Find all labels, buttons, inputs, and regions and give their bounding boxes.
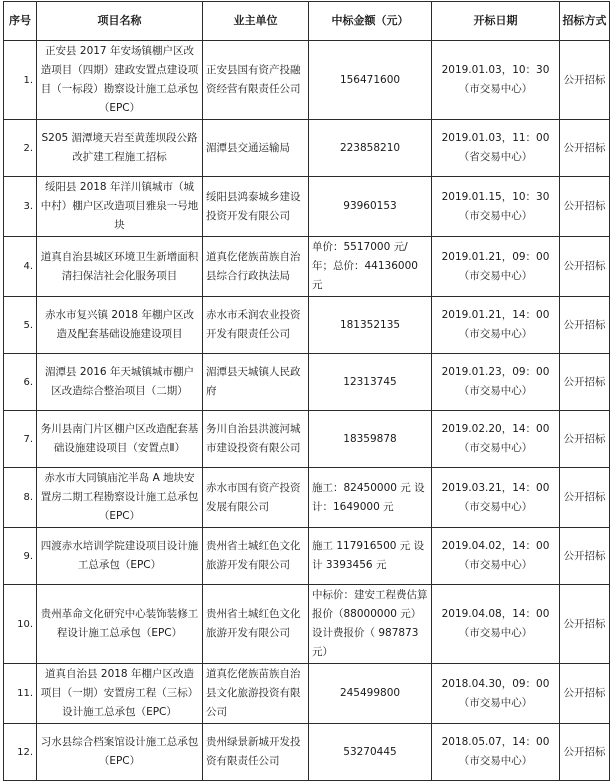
table-row xyxy=(4,528,610,585)
cell-no: 10. xyxy=(4,585,37,664)
header-method: 招标方式 xyxy=(560,2,610,41)
cell-date: 2018.04.30，09：00（市交易中心） xyxy=(432,664,560,724)
cell-amount: 施工 117916500 元 设计 3393456 元 xyxy=(309,528,432,585)
cell-method: 公开招标 xyxy=(560,237,610,297)
header-no: 序号 xyxy=(4,2,37,41)
table-row xyxy=(4,120,610,177)
cell-owner: 湄潭县交通运输局 xyxy=(203,120,309,177)
cell-method: 公开招标 xyxy=(560,724,610,781)
table-row xyxy=(4,297,610,354)
cell-name: 正安县 2017 年安场镇棚户区改造项目（四期）建政安置点建设项目（一标段）勘察设计施工总承包（EPC） xyxy=(37,41,203,120)
table-row xyxy=(4,468,610,528)
bid-results-table xyxy=(3,1,610,781)
cell-owner: 赤水市国有资产投资发展有限公司 xyxy=(203,468,309,528)
cell-no: 9. xyxy=(4,528,37,585)
cell-date: 2019.01.21，14：00（市交易中心） xyxy=(432,297,560,354)
cell-no: 2. xyxy=(4,120,37,177)
cell-amount: 12313745 xyxy=(309,354,432,411)
cell-no: 5. xyxy=(4,297,37,354)
cell-owner: 务川自治县洪渡河城市建设投资有限公司 xyxy=(203,411,309,468)
cell-no: 6. xyxy=(4,354,37,411)
cell-amount: 中标价：建安工程费估算报价（88000000 元）设计费报价（ 987873 元） xyxy=(309,585,432,664)
cell-method: 公开招标 xyxy=(560,468,610,528)
cell-amount: 53270445 xyxy=(309,724,432,781)
cell-no: 11. xyxy=(4,664,37,724)
cell-date: 2019.01.03，10：30（市交易中心） xyxy=(432,41,560,120)
cell-date: 2019.03.21，14：00（市交易中心） xyxy=(432,468,560,528)
cell-no: 12. xyxy=(4,724,37,781)
cell-owner: 贵州绿景新城开发投资有限责任公司 xyxy=(203,724,309,781)
cell-date: 2019.02.20，14：00（市交易中心） xyxy=(432,411,560,468)
cell-amount: 18359878 xyxy=(309,411,432,468)
table-row xyxy=(4,41,610,120)
table-row xyxy=(4,724,610,781)
cell-name: 四渡赤水培训学院建设项目设计施工总承包（EPC） xyxy=(37,528,203,585)
table-row xyxy=(4,237,610,297)
cell-method: 公开招标 xyxy=(560,664,610,724)
cell-amount: 单价：5517000 元/年；总价：44136000 元 xyxy=(309,237,432,297)
cell-date: 2019.04.08，14：00（市交易中心） xyxy=(432,585,560,664)
cell-method: 公开招标 xyxy=(560,411,610,468)
table-row xyxy=(4,664,610,724)
cell-amount: 181352135 xyxy=(309,297,432,354)
cell-no: 8. xyxy=(4,468,37,528)
cell-owner: 道真仡佬族苗族自治县综合行政执法局 xyxy=(203,237,309,297)
cell-method: 公开招标 xyxy=(560,528,610,585)
cell-method: 公开招标 xyxy=(560,585,610,664)
cell-owner: 绥阳县鸿泰城乡建设投资开发有限公司 xyxy=(203,177,309,237)
cell-date: 2019.01.21，09：00（市交易中心） xyxy=(432,237,560,297)
cell-amount: 施工：82450000 元 设计：1649000 元 xyxy=(309,468,432,528)
header-name: 项目名称 xyxy=(37,2,203,41)
cell-owner: 正安县国有资产投融资经营有限责任公司 xyxy=(203,41,309,120)
cell-amount: 156471600 xyxy=(309,41,432,120)
cell-date: 2019.04.02，14：00（市交易中心） xyxy=(432,528,560,585)
cell-no: 7. xyxy=(4,411,37,468)
cell-no: 1. xyxy=(4,41,37,120)
cell-name: 道真自治县 2018 年棚户区改造项目（一期）安置房工程（三标）设计施工总承包（EPC） xyxy=(37,664,203,724)
cell-no: 4. xyxy=(4,237,37,297)
cell-name: 道真自治县城区环境卫生新增面积清扫保洁社会化服务项目 xyxy=(37,237,203,297)
table-row xyxy=(4,585,610,664)
cell-amount: 223858210 xyxy=(309,120,432,177)
cell-name: 湄潭县 2016 年天城镇城市棚户区改造综合整治项目（二期） xyxy=(37,354,203,411)
header-owner: 业主单位 xyxy=(203,2,309,41)
cell-date: 2019.01.03，11：00（省交易中心） xyxy=(432,120,560,177)
table-row xyxy=(4,354,610,411)
cell-name: S205 湄潭境天岩至黄莲坝段公路改扩建工程施工招标 xyxy=(37,120,203,177)
cell-name: 绥阳县 2018 年洋川镇城市（城中村）棚户区改造项目雅泉一号地块 xyxy=(37,177,203,237)
header-date: 开标日期 xyxy=(432,2,560,41)
cell-name: 务川县南门片区棚户区改造配套基础设施建设项目（安置点Ⅱ） xyxy=(37,411,203,468)
cell-no: 3. xyxy=(4,177,37,237)
cell-method: 公开招标 xyxy=(560,297,610,354)
cell-method: 公开招标 xyxy=(560,354,610,411)
cell-owner: 湄潭县天城镇人民政府 xyxy=(203,354,309,411)
table-row xyxy=(4,177,610,237)
cell-name: 习水县综合档案馆设计施工总承包（EPC） xyxy=(37,724,203,781)
cell-owner: 贵州省土城红色文化旅游开发有限公司 xyxy=(203,585,309,664)
cell-owner: 贵州省土城红色文化旅游开发有限公司 xyxy=(203,528,309,585)
table-header-row xyxy=(4,2,610,41)
cell-date: 2019.01.23，09：00（市交易中心） xyxy=(432,354,560,411)
cell-date: 2019.01.15，10：30（市交易中心） xyxy=(432,177,560,237)
table-row xyxy=(4,411,610,468)
cell-method: 公开招标 xyxy=(560,41,610,120)
cell-date: 2018.05.07，14：00（市交易中心） xyxy=(432,724,560,781)
cell-amount: 93960153 xyxy=(309,177,432,237)
cell-name: 贵州革命文化研究中心装饰装修工程设计施工总承包（EPC） xyxy=(37,585,203,664)
cell-amount: 245499800 xyxy=(309,664,432,724)
cell-method: 公开招标 xyxy=(560,120,610,177)
cell-owner: 赤水市禾润农业投资开发有限责任公司 xyxy=(203,297,309,354)
cell-name: 赤水市大同镇庙沱半岛 A 地块安置房二期工程勘察设计施工总承包（EPC） xyxy=(37,468,203,528)
cell-owner: 道真仡佬族苗族自治县文化旅游投资有限公司 xyxy=(203,664,309,724)
header-amount: 中标金额（元） xyxy=(309,2,432,41)
cell-name: 赤水市复兴镇 2018 年棚户区改造及配套基础设施建设项目 xyxy=(37,297,203,354)
cell-method: 公开招标 xyxy=(560,177,610,237)
